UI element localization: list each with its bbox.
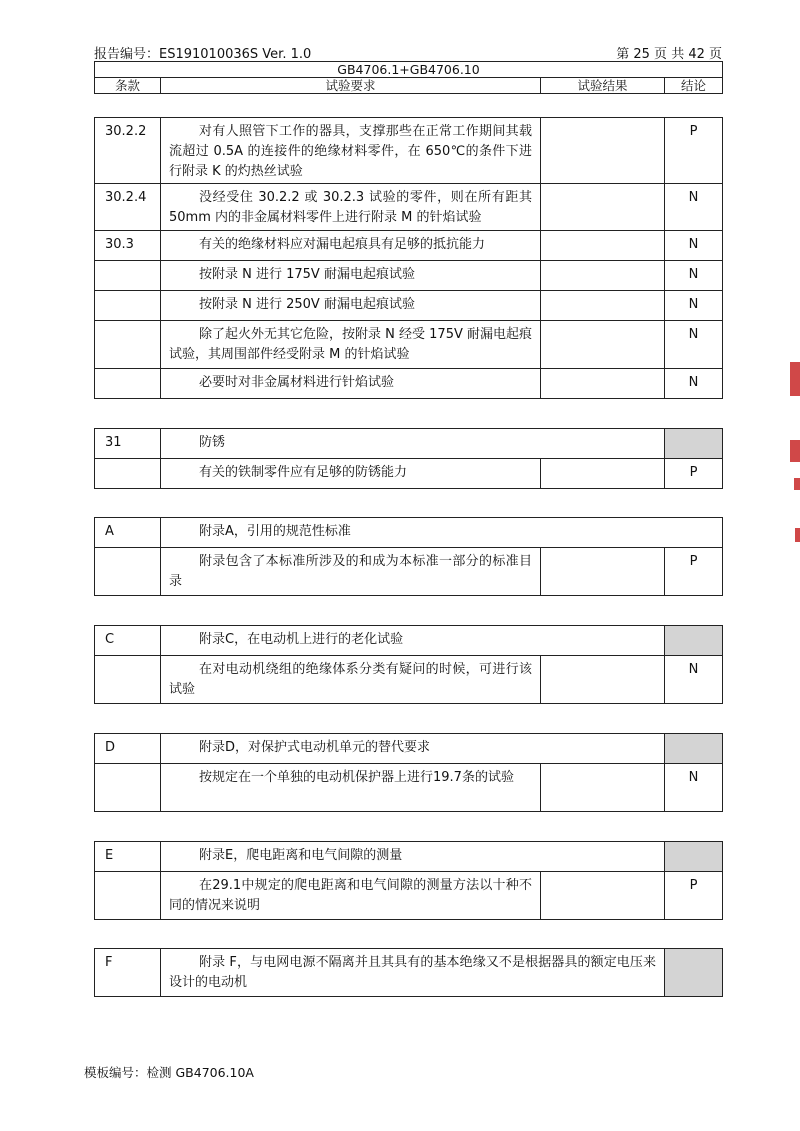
result-cell (541, 184, 665, 231)
table-row (95, 231, 723, 261)
requirement-cell: 按规定在一个单独的电动机保护器上进行19.7条的试验 (161, 764, 541, 812)
table-row (95, 321, 723, 369)
requirement-cell: 没经受住 30.2.2 或 30.2.3 试验的零件，则在所有距其 50mm 内的非金属材料零件上进行附录 M 的针焰试验 (161, 184, 541, 231)
verdict-cell: N (665, 764, 723, 812)
verdict-cell: N (665, 261, 723, 291)
requirement-cell: 按附录 N 进行 175V 耐漏电起痕试验 (161, 261, 541, 291)
result-cell (541, 369, 665, 399)
annex-table-d (94, 733, 723, 812)
column-header-requirement: 试验要求 (161, 78, 541, 94)
column-header-verdict: 结论 (665, 78, 723, 94)
verdict-cell-shaded (665, 734, 723, 764)
verdict-cell: P (665, 548, 723, 596)
section-title: 防锈 (161, 429, 665, 459)
verdict-cell: P (665, 459, 723, 489)
section-title: 附录A，引用的规范性标准 (161, 518, 723, 548)
clause-cell: F (95, 949, 161, 997)
section-title-row (95, 518, 723, 548)
result-cell (541, 459, 665, 489)
table-row (95, 184, 723, 231)
section-title: 附录 F，与电网电源不隔离并且其具有的基本绝缘又不是根据器具的额定电压来设计的电动机 (161, 949, 665, 997)
page-number: 第 25 页 共 42 页 (616, 47, 722, 62)
column-header-clause: 条款 (95, 78, 161, 94)
table-row (95, 369, 723, 399)
requirement-cell: 在对电动机绕组的绝缘体系分类有疑问的时候，可进行该试验 (161, 656, 541, 704)
clause-cell (95, 548, 161, 596)
template-number: 模板编号：检测 GB4706.10A (84, 1065, 254, 1080)
requirement-cell: 必要时对非金属材料进行针焰试验 (161, 369, 541, 399)
result-cell (541, 291, 665, 321)
clause-cell (95, 656, 161, 704)
clause-cell (95, 459, 161, 489)
requirement-cell: 按附录 N 进行 250V 耐漏电起痕试验 (161, 291, 541, 321)
clause-cell: 30.2.2 (95, 118, 161, 184)
requirement-cell: 除了起火外无其它危险，按附录 N 经受 175V 耐漏电起痕试验，其周围部件经受附录 M 的针焰试验 (161, 321, 541, 369)
verdict-cell-shaded (665, 842, 723, 872)
result-cell (541, 118, 665, 184)
section-title-row (95, 949, 723, 997)
verdict-cell: P (665, 872, 723, 920)
result-cell (541, 764, 665, 812)
verdict-cell: N (665, 291, 723, 321)
table-row (95, 459, 723, 489)
clause-cell: 30.2.4 (95, 184, 161, 231)
verdict-cell: N (665, 369, 723, 399)
clause-cell (95, 872, 161, 920)
annex-table-c (94, 625, 723, 704)
report-number: 报告编号：ES191010036S Ver. 1.0 (94, 47, 312, 62)
section-title: 附录D，对保护式电动机单元的替代要求 (161, 734, 665, 764)
result-cell (541, 656, 665, 704)
verdict-cell-shaded (665, 626, 723, 656)
table-row (95, 548, 723, 596)
result-cell (541, 261, 665, 291)
verdict-cell: N (665, 184, 723, 231)
clause-cell: D (95, 734, 161, 764)
clause-cell: C (95, 626, 161, 656)
requirement-cell: 附录包含了本标准所涉及的和成为本标准一部分的标准目录 (161, 548, 541, 596)
requirement-cell: 对有人照管下工作的器具，支撑那些在正常工作期间其载流超过 0.5A 的连接件的绝缘材料零件，在 650℃的条件下进行附录 K 的灼热丝试验 (161, 118, 541, 184)
clause-table-30 (94, 117, 723, 399)
column-header-result: 试验结果 (541, 78, 665, 94)
verdict-cell: N (665, 656, 723, 704)
result-cell (541, 231, 665, 261)
result-cell (541, 548, 665, 596)
verdict-cell: N (665, 231, 723, 261)
stamp-fragment-icon (794, 478, 800, 490)
table-row (95, 261, 723, 291)
standard-header-table (94, 61, 723, 94)
stamp-fragment-icon (795, 528, 800, 542)
section-title-row (95, 429, 723, 459)
clause-cell (95, 261, 161, 291)
stamp-fragment-icon (790, 362, 800, 396)
result-cell (541, 321, 665, 369)
clause-cell: E (95, 842, 161, 872)
section-title: 附录C，在电动机上进行的老化试验 (161, 626, 665, 656)
annex-table-a (94, 517, 723, 596)
section-title-row (95, 734, 723, 764)
clause-cell: 31 (95, 429, 161, 459)
annex-table-e (94, 841, 723, 920)
section-title-row (95, 626, 723, 656)
section-title: 附录E，爬电距离和电气间隙的测量 (161, 842, 665, 872)
table-row (95, 872, 723, 920)
verdict-cell-shaded (665, 949, 723, 997)
requirement-cell: 有关的绝缘材料应对漏电起痕具有足够的抵抗能力 (161, 231, 541, 261)
clause-cell: A (95, 518, 161, 548)
clause-cell (95, 321, 161, 369)
table-row (95, 764, 723, 812)
verdict-cell: P (665, 118, 723, 184)
requirement-cell: 在29.1中规定的爬电距离和电气间隙的测量方法以十种不同的情况来说明 (161, 872, 541, 920)
standard-title: GB4706.1+GB4706.10 (95, 62, 723, 78)
table-row (95, 291, 723, 321)
verdict-cell: N (665, 321, 723, 369)
table-row (95, 118, 723, 184)
verdict-cell-shaded (665, 429, 723, 459)
clause-cell: 30.3 (95, 231, 161, 261)
stamp-fragment-icon (790, 440, 800, 462)
clause-cell (95, 291, 161, 321)
clause-cell (95, 369, 161, 399)
clause-table-31 (94, 428, 723, 489)
result-cell (541, 872, 665, 920)
requirement-cell: 有关的铁制零件应有足够的防锈能力 (161, 459, 541, 489)
annex-table-f (94, 948, 723, 997)
table-row (95, 656, 723, 704)
clause-cell (95, 764, 161, 812)
section-title-row (95, 842, 723, 872)
